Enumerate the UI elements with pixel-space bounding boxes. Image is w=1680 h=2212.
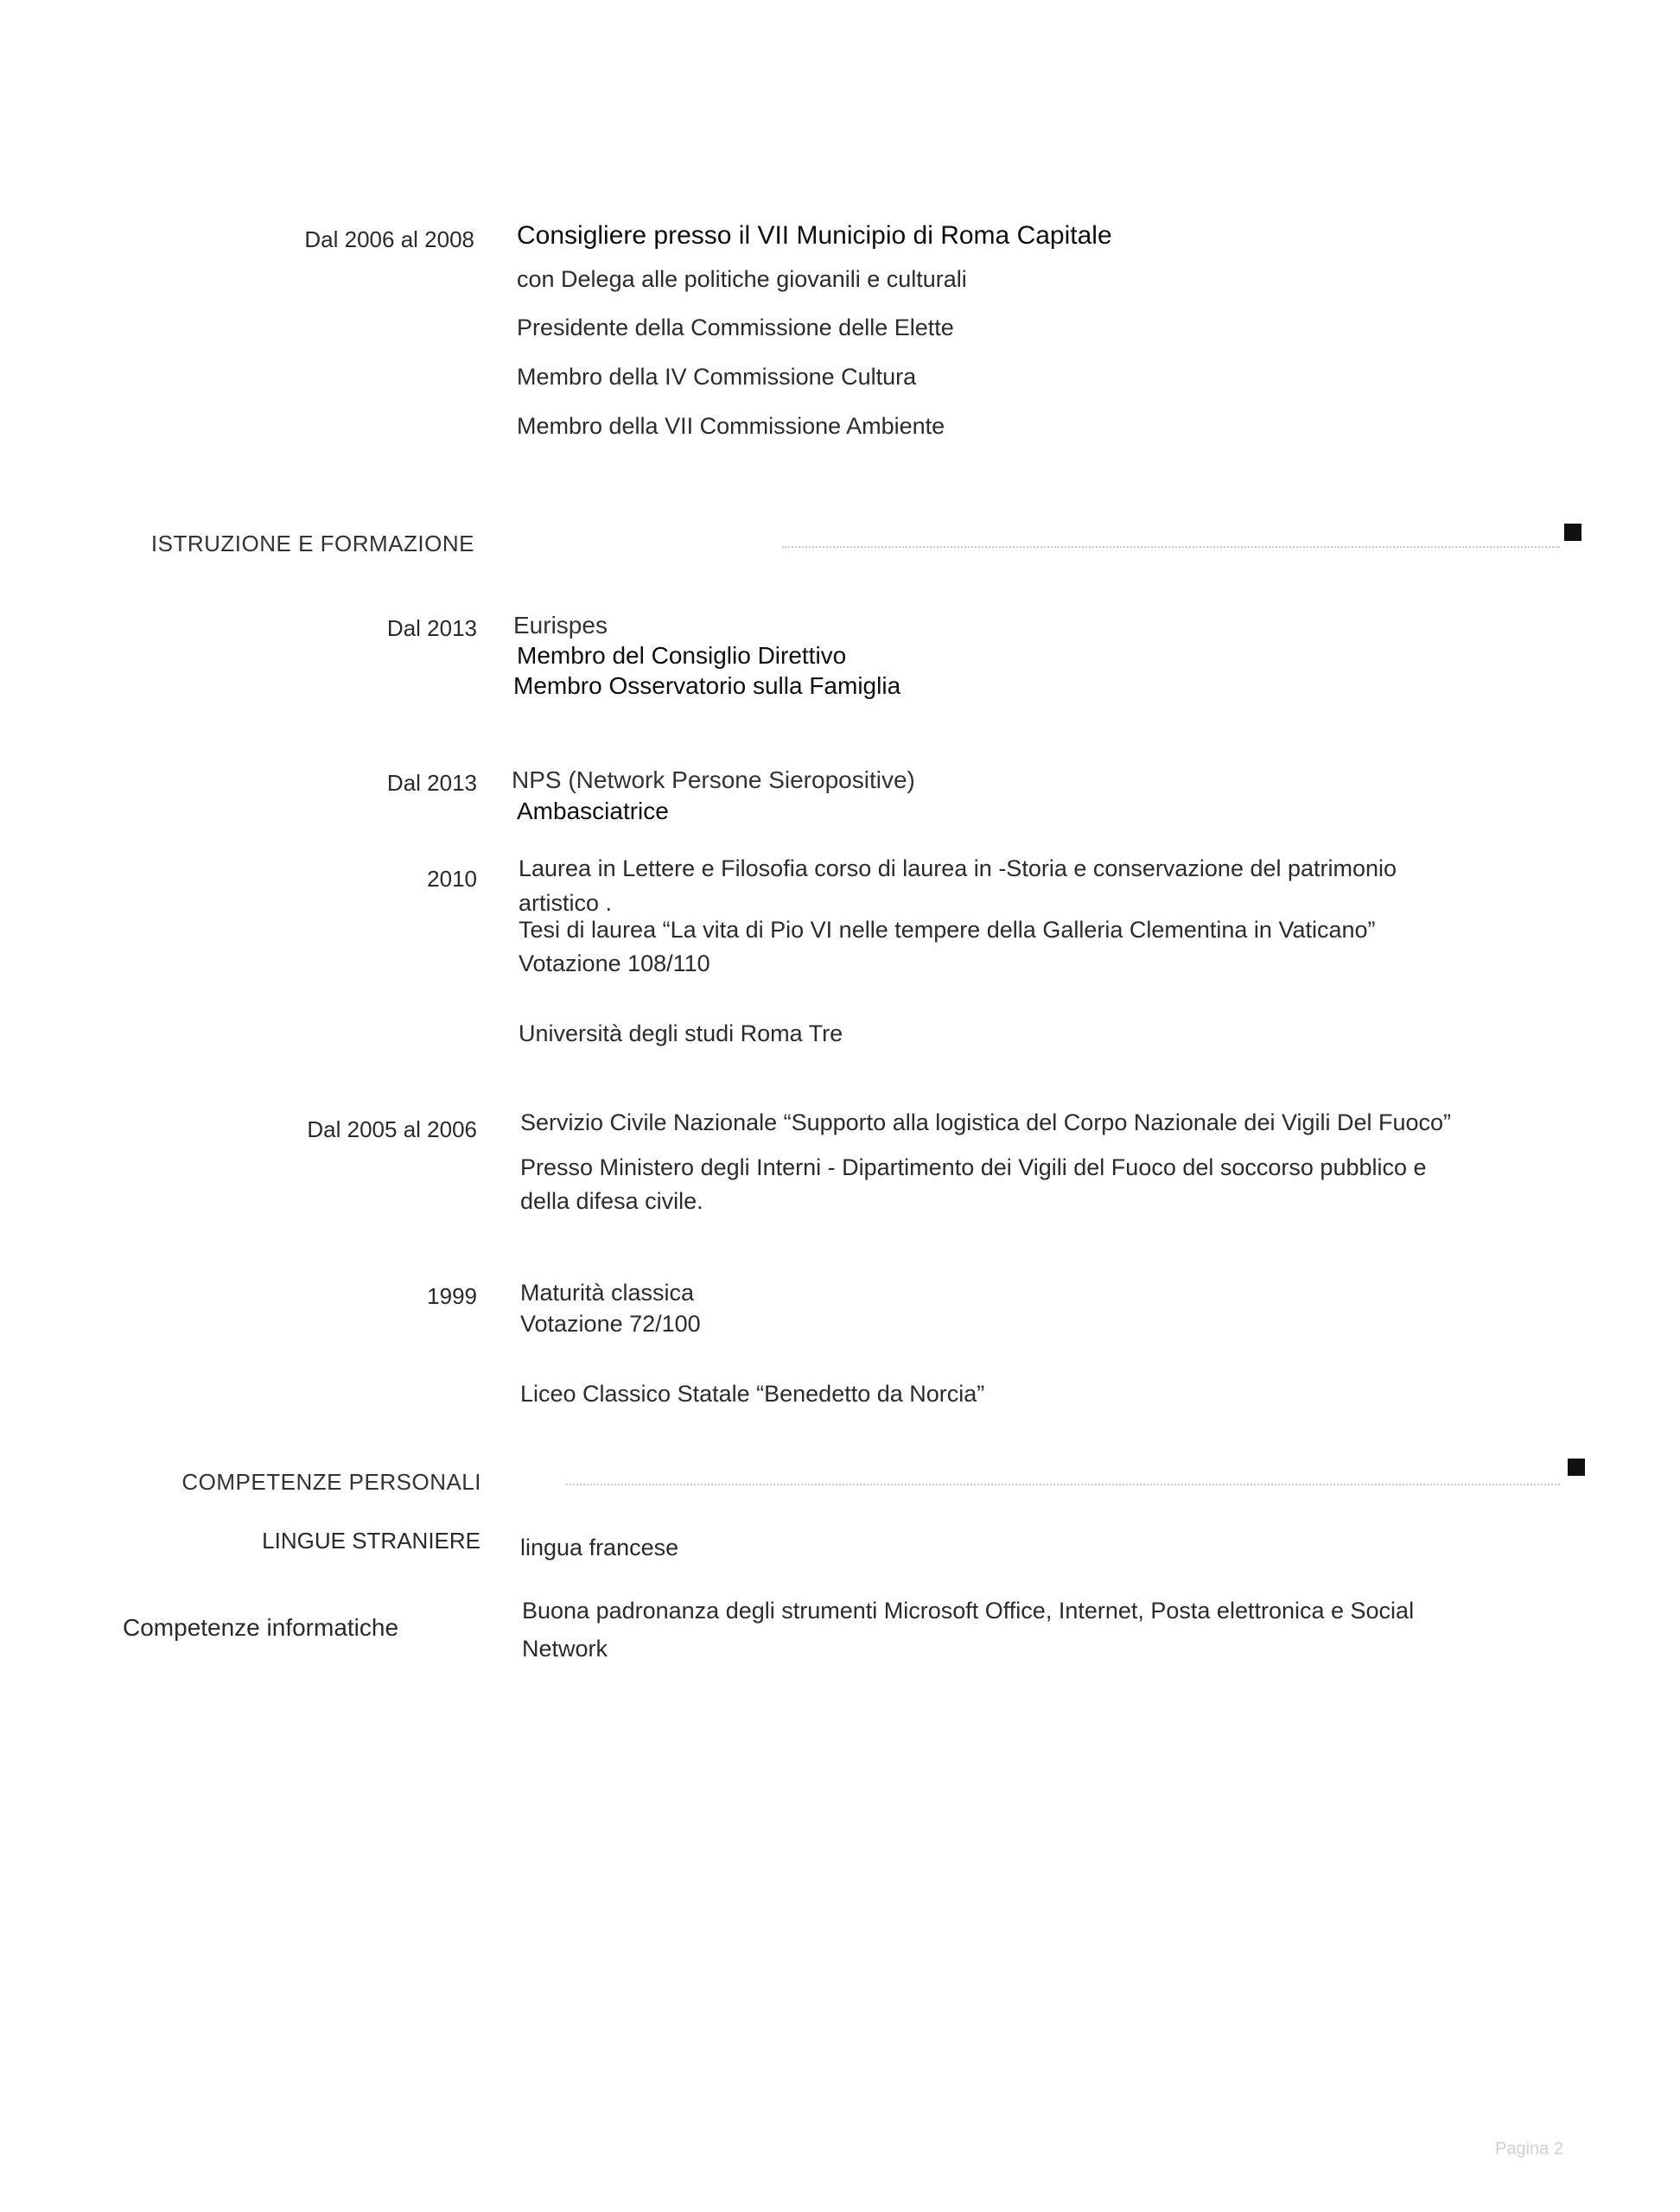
entry-line: Membro del Consiglio Direttivo bbox=[517, 642, 847, 669]
section-divider bbox=[782, 546, 1560, 548]
entry-line: Ambasciatrice bbox=[517, 798, 669, 824]
entry-institution: Università degli studi Roma Tre bbox=[519, 1020, 843, 1046]
entry-line: Votazione 108/110 bbox=[519, 950, 710, 976]
section-heading-skills: COMPETENZE PERSONALI bbox=[181, 1469, 481, 1495]
entry-line: Membro Osservatorio sulla Famiglia bbox=[513, 672, 901, 699]
it-skills-line: Network bbox=[522, 1636, 608, 1662]
page-number: Pagina 2 bbox=[1495, 2139, 1563, 2158]
entry-line: Votazione 72/100 bbox=[520, 1311, 701, 1337]
section-heading-education: ISTRUZIONE E FORMAZIONE bbox=[150, 531, 474, 556]
experience-line: Membro della VII Commissione Ambiente bbox=[517, 413, 945, 439]
experience-line: Membro della IV Commissione Cultura bbox=[517, 364, 917, 390]
section-marker-icon bbox=[1568, 1459, 1585, 1476]
section-marker-icon bbox=[1564, 524, 1581, 541]
it-skills-line: Buona padronanza degli strumenti Microsoft Office, Internet, Posta elettronica e Social bbox=[522, 1598, 1415, 1624]
entry-line: Tesi di laurea “La vita di Pio VI nelle tempere della Galleria Clementina in Vaticano” bbox=[519, 917, 1376, 943]
entry-institution: Liceo Classico Statale “Benedetto da Norcia” bbox=[520, 1381, 985, 1407]
entry-line: artistico . bbox=[519, 890, 613, 916]
entry-line: Laurea in Lettere e Filosofia corso di laurea in -Storia e conservazione del patrimonio bbox=[519, 855, 1397, 881]
entry-line: della difesa civile. bbox=[520, 1188, 703, 1214]
languages-label: LINGUE STRANIERE bbox=[262, 1528, 480, 1554]
entry-line: Maturità classica bbox=[520, 1280, 695, 1306]
it-skills-label: Competenze informatiche bbox=[123, 1614, 399, 1641]
entry-title: Servizio Civile Nazionale “Supporto alla logistica del Corpo Nazionale dei Vigili Del Fuoco” bbox=[520, 1109, 1452, 1135]
entry-period: 2010 bbox=[427, 866, 477, 892]
experience-line: con Delega alle politiche giovanili e culturali bbox=[517, 266, 967, 292]
experience-period: Dal 2006 al 2008 bbox=[304, 226, 474, 252]
languages-value: lingua francese bbox=[520, 1535, 679, 1560]
section-divider bbox=[566, 1484, 1560, 1485]
entry-period: 1999 bbox=[427, 1283, 477, 1309]
entry-line: Presso Ministero degli Interni - Dipartimento dei Vigili del Fuoco del soccorso pubblico e bbox=[520, 1154, 1427, 1180]
entry-organization: Eurispes bbox=[513, 612, 608, 639]
experience-title: Consigliere presso il VII Municipio di Roma Capitale bbox=[517, 221, 1112, 250]
entry-period: Dal 2005 al 2006 bbox=[307, 1116, 477, 1142]
entry-organization: NPS (Network Persone Sieropositive) bbox=[512, 766, 915, 793]
experience-line: Presidente della Commissione delle Elette bbox=[517, 315, 954, 340]
entry-period: Dal 2013 bbox=[386, 770, 477, 796]
entry-period: Dal 2013 bbox=[386, 615, 477, 641]
